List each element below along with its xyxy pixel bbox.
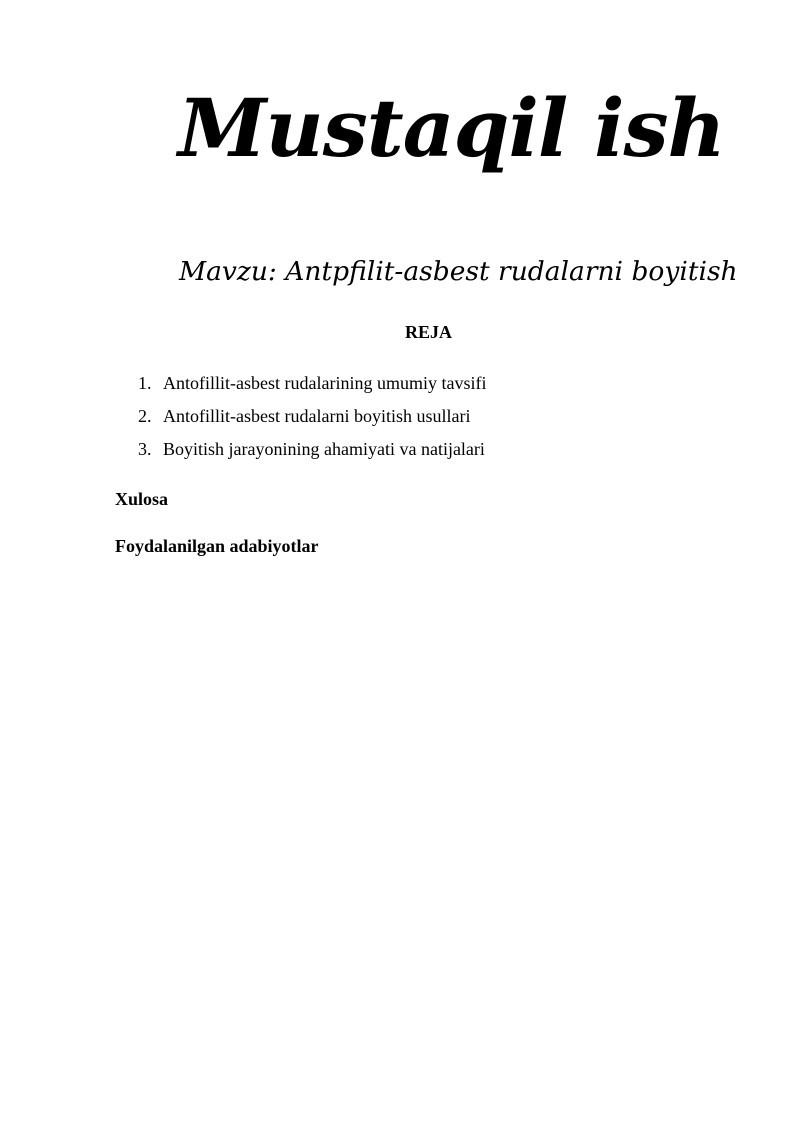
plan-item: [138, 372, 486, 405]
references-heading: Foydalanilgan adabiyotlar: [115, 536, 319, 556]
plan-item: [138, 405, 486, 438]
plan-item-text: Boyitish jarayonining ahamiyati va natijalari: [163, 439, 485, 459]
plan-item: [138, 438, 486, 471]
document-title: Mustaqil ish: [178, 81, 725, 175]
plan-item-text: Antofillit-asbest rudalarining umumiy tavsifi: [163, 373, 487, 393]
plan-heading: REJA: [404, 322, 452, 342]
plan-list: [138, 372, 486, 471]
plan-item-text: Antofillit-asbest rudalarni boyitish usullari: [163, 406, 471, 426]
conclusion-heading: Xulosa: [115, 489, 169, 509]
plan-item-number: 2.: [138, 406, 152, 426]
plan-item-number: 1.: [138, 373, 152, 393]
plan-item-number: 3.: [138, 439, 152, 459]
document-subtitle: Mavzu: Antpfilit-asbest rudalarni boyitish: [179, 256, 738, 287]
